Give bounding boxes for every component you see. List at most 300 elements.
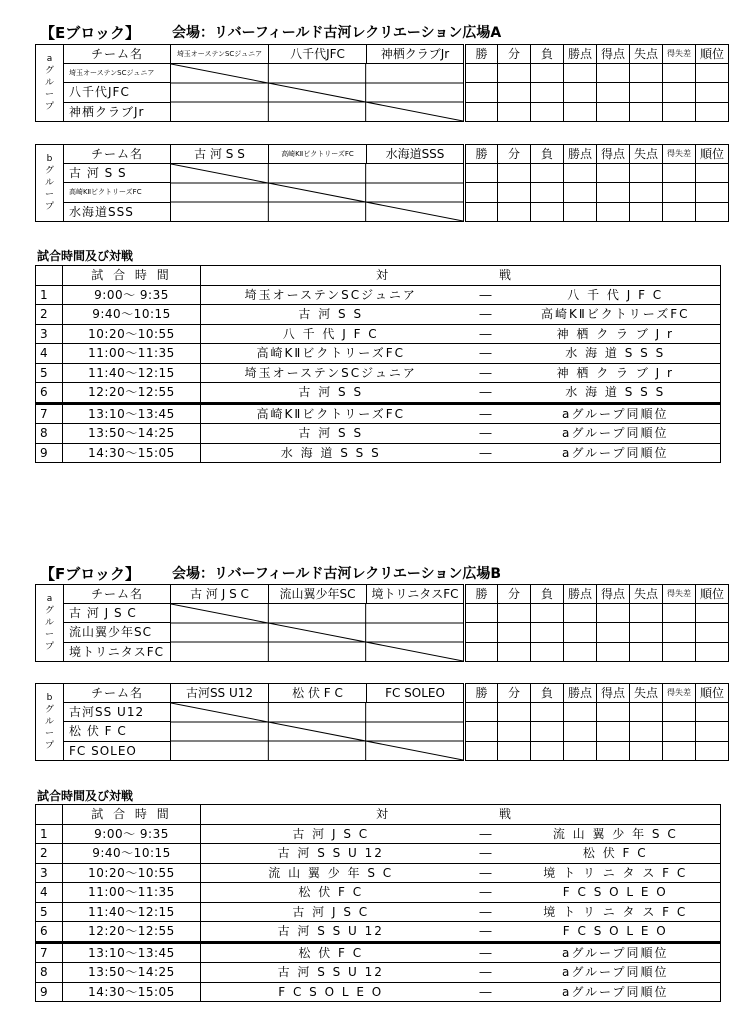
- vs-dash: ―: [461, 285, 511, 305]
- stat-cell: [564, 623, 597, 642]
- stat-cell: [630, 642, 663, 661]
- stat-header: 失点: [630, 45, 663, 64]
- stat-cell: [663, 102, 696, 121]
- home-team: 古 河 S S U 12: [201, 963, 461, 983]
- stat-cell: [498, 83, 531, 102]
- match-row: [36, 403, 721, 424]
- stat-cell: [630, 703, 663, 722]
- stat-cell: [663, 741, 696, 760]
- away-team: 境 ト リ ニ タ ス F C: [511, 863, 721, 883]
- stat-cell: [597, 741, 630, 760]
- vs-dash: ―: [461, 383, 511, 404]
- stat-cell: [696, 202, 729, 221]
- match-time: 13:10～13:45: [63, 403, 201, 424]
- stat-cell: [696, 642, 729, 661]
- match-row: [36, 942, 721, 963]
- home-team: 埼玉オーステンSCジュニア: [201, 363, 461, 383]
- stat-header: 負: [531, 45, 564, 64]
- stat-cell: [564, 164, 597, 183]
- team-row: [36, 604, 729, 623]
- team-name: FC SOLEO: [64, 741, 171, 760]
- schedule-header-row: [36, 805, 721, 825]
- away-team: 境 ト リ ニ タ ス F C: [511, 902, 721, 922]
- diagonal-line: [171, 64, 463, 121]
- match-row: [36, 824, 721, 844]
- match-number: 4: [36, 344, 63, 364]
- match-time: 10:20～10:55: [63, 324, 201, 344]
- stat-cell: [597, 183, 630, 202]
- opponent-header: 流山翼少年SC: [269, 585, 367, 604]
- vs-dash: ―: [461, 942, 511, 963]
- match-time: 9:40～10:15: [63, 844, 201, 864]
- home-team: 古 河 J S C: [201, 824, 461, 844]
- group-label-char: グ: [44, 66, 54, 76]
- team-name: 埼玉オーステンSCジュニア: [64, 64, 171, 83]
- venue-label: 会場：リバーフィールド古河レクリエーション広場A: [172, 25, 502, 41]
- stat-header: 勝: [465, 45, 498, 64]
- match-row: [36, 902, 721, 922]
- stat-cell: [564, 202, 597, 221]
- home-team: 古 河 S S U 12: [201, 922, 461, 943]
- vs-dash: ―: [461, 844, 511, 864]
- opponent-header: 古河SS U12: [171, 684, 269, 703]
- stat-cell: [597, 604, 630, 623]
- stat-cell: [465, 703, 498, 722]
- group-label-char: b: [46, 154, 53, 164]
- match-time: 11:40～12:15: [63, 363, 201, 383]
- team-name: 八千代JFC: [64, 83, 171, 102]
- stat-header: 順位: [696, 145, 729, 164]
- stat-cell: [564, 642, 597, 661]
- match-number: 6: [36, 922, 63, 943]
- stat-header: 勝: [465, 684, 498, 703]
- stat-header: 得失差: [663, 684, 696, 703]
- stat-cell: [597, 164, 630, 183]
- group-table: [35, 683, 729, 761]
- group-table: [35, 44, 729, 122]
- match-number: 5: [36, 902, 63, 922]
- stat-cell: [696, 83, 729, 102]
- team-row: [36, 164, 729, 183]
- stat-cell: [696, 164, 729, 183]
- stat-cell: [597, 202, 630, 221]
- block-title: 【Fブロック】: [40, 565, 140, 583]
- stat-cell: [465, 604, 498, 623]
- opponent-header: 八千代JFC: [269, 45, 367, 64]
- results-matrix: [171, 703, 465, 761]
- time-header: 試 合 時 間: [63, 266, 201, 286]
- match-number: 1: [36, 824, 63, 844]
- stat-cell: [465, 202, 498, 221]
- group-table: [35, 584, 729, 662]
- group-label-char: プ: [44, 642, 54, 652]
- stat-cell: [663, 164, 696, 183]
- group-label-char: グ: [44, 705, 54, 715]
- stat-cell: [630, 102, 663, 121]
- match-row: [36, 363, 721, 383]
- stat-cell: [498, 183, 531, 202]
- stat-cell: [564, 722, 597, 741]
- no-header: [36, 805, 63, 825]
- stat-cell: [663, 623, 696, 642]
- group-header-row: [36, 585, 729, 604]
- stat-cell: [630, 604, 663, 623]
- away-team: 流 山 翼 少 年 S C: [511, 824, 721, 844]
- match-row: [36, 844, 721, 864]
- venue-label: 会場：リバーフィールド古河レクリエーション広場B: [172, 566, 502, 582]
- stat-header: 順位: [696, 684, 729, 703]
- match-row: [36, 443, 721, 463]
- group-label-char: ー: [44, 90, 54, 100]
- team-row: [36, 703, 729, 722]
- match-number: 9: [36, 443, 63, 463]
- away-team: aグループ同順位: [511, 942, 721, 963]
- stat-cell: [663, 83, 696, 102]
- stat-cell: [531, 623, 564, 642]
- match-row: [36, 305, 721, 325]
- away-team: F C S O L E O: [511, 922, 721, 943]
- stat-header: 順位: [696, 45, 729, 64]
- vs-dash: ―: [461, 824, 511, 844]
- stat-cell: [696, 183, 729, 202]
- group-label-char: ー: [44, 729, 54, 739]
- match-time: 11:00～11:35: [63, 883, 201, 903]
- stat-header: 負: [531, 684, 564, 703]
- stat-cell: [531, 642, 564, 661]
- stat-cell: [564, 83, 597, 102]
- away-team: 松 伏 F C: [511, 844, 721, 864]
- match-number: 8: [36, 963, 63, 983]
- stat-cell: [663, 202, 696, 221]
- match-row: [36, 922, 721, 943]
- match-number: 6: [36, 383, 63, 404]
- away-team: aグループ同順位: [511, 963, 721, 983]
- stat-header: 勝: [465, 585, 498, 604]
- home-team: 松 伏 F C: [201, 883, 461, 903]
- team-name: 古河SS U12: [64, 703, 171, 722]
- stat-cell: [531, 722, 564, 741]
- home-team: 古 河 S S: [201, 383, 461, 404]
- group-label-char: ー: [44, 190, 54, 200]
- stat-header: 失点: [630, 585, 663, 604]
- stat-cell: [696, 623, 729, 642]
- schedule-title: 試合時間及び対戦: [37, 249, 134, 263]
- stat-cell: [663, 604, 696, 623]
- stat-cell: [630, 623, 663, 642]
- stat-cell: [564, 102, 597, 121]
- stat-header: 分: [498, 684, 531, 703]
- match-row: [36, 424, 721, 444]
- stat-cell: [597, 623, 630, 642]
- stat-cell: [498, 642, 531, 661]
- stat-cell: [564, 604, 597, 623]
- match-number: 9: [36, 982, 63, 1002]
- stat-cell: [498, 703, 531, 722]
- home-team: 埼玉オーステンSCジュニア: [201, 285, 461, 305]
- stat-header: 勝点: [564, 585, 597, 604]
- match-row: [36, 982, 721, 1002]
- stat-cell: [531, 83, 564, 102]
- group-label-char: ル: [44, 618, 54, 628]
- home-team: 流 山 翼 少 年 S C: [201, 863, 461, 883]
- team-name: 神栖クラブJr: [64, 102, 171, 121]
- stat-cell: [696, 722, 729, 741]
- vs-dash: ―: [461, 424, 511, 444]
- home-team: 古 河 S S: [201, 305, 461, 325]
- vs-dash: ―: [461, 363, 511, 383]
- results-matrix: [171, 604, 465, 662]
- stat-cell: [597, 64, 630, 83]
- match-row: [36, 285, 721, 305]
- group-label-char: ル: [44, 717, 54, 727]
- group-label: [36, 684, 64, 761]
- stat-cell: [564, 703, 597, 722]
- match-row: [36, 863, 721, 883]
- stat-cell: [630, 83, 663, 102]
- stat-cell: [696, 703, 729, 722]
- home-team: 高崎KⅡビクトリーズFC: [201, 403, 461, 424]
- vs-dash: ―: [461, 922, 511, 943]
- match-time: 13:10～13:45: [63, 942, 201, 963]
- stat-cell: [498, 164, 531, 183]
- stat-header: 勝点: [564, 45, 597, 64]
- group-label-char: プ: [44, 102, 54, 112]
- stat-cell: [663, 64, 696, 83]
- matchup-header: [201, 266, 721, 286]
- match-number: 8: [36, 424, 63, 444]
- group-label-char: b: [46, 693, 53, 703]
- stat-cell: [531, 102, 564, 121]
- stat-cell: [531, 741, 564, 760]
- home-team: 水 海 道 S S S: [201, 443, 461, 463]
- group-label-char: ー: [44, 630, 54, 640]
- stat-cell: [597, 703, 630, 722]
- away-team: 八 千 代 J F C: [511, 285, 721, 305]
- stat-cell: [663, 183, 696, 202]
- stat-cell: [531, 183, 564, 202]
- group-header-row: [36, 684, 729, 703]
- away-team: F C S O L E O: [511, 883, 721, 903]
- stat-cell: [498, 64, 531, 83]
- stat-cell: [630, 64, 663, 83]
- stat-cell: [465, 102, 498, 121]
- stat-cell: [498, 202, 531, 221]
- group-label-char: グ: [44, 606, 54, 616]
- away-team: 神 栖 ク ラ ブ J r: [511, 363, 721, 383]
- schedule-header-row: [36, 266, 721, 286]
- group-label: [36, 45, 64, 122]
- block-title: 【Eブロック】: [40, 24, 140, 42]
- opponent-header: 古 河 S S: [171, 145, 269, 164]
- stat-cell: [531, 64, 564, 83]
- stat-header: 分: [498, 585, 531, 604]
- stat-cell: [564, 64, 597, 83]
- group-label-char: a: [46, 54, 53, 64]
- stat-cell: [498, 102, 531, 121]
- team-name-header: チーム名: [64, 45, 171, 64]
- vs-dash: ―: [461, 344, 511, 364]
- away-team: 神 栖 ク ラ ブ J r: [511, 324, 721, 344]
- stat-cell: [630, 202, 663, 221]
- stat-cell: [465, 64, 498, 83]
- stat-cell: [630, 164, 663, 183]
- stat-cell: [465, 642, 498, 661]
- opponent-header: 神栖クラブJr: [367, 45, 465, 64]
- vs-dash: ―: [461, 902, 511, 922]
- stat-cell: [597, 83, 630, 102]
- matchup-header: [201, 805, 721, 825]
- match-time: 9:00～ 9:35: [63, 824, 201, 844]
- stat-header: 負: [531, 145, 564, 164]
- vs-dash: ―: [461, 324, 511, 344]
- opponent-header: 古 河 J S C: [171, 585, 269, 604]
- vs-dash: ―: [461, 305, 511, 325]
- stat-cell: [597, 642, 630, 661]
- sen-label: 戦: [499, 807, 512, 821]
- diagonal-line: [171, 703, 463, 760]
- match-time: 9:00～ 9:35: [63, 285, 201, 305]
- no-header: [36, 266, 63, 286]
- match-time: 12:20～12:55: [63, 922, 201, 943]
- team-name: 高崎KⅡビクトリーズFC: [64, 183, 171, 202]
- stat-header: 得失差: [663, 585, 696, 604]
- stat-header: 得点: [597, 684, 630, 703]
- team-name: 流山翼少年SC: [64, 623, 171, 642]
- schedule-table: [35, 265, 721, 463]
- group-label-char: プ: [44, 741, 54, 751]
- stat-header: 負: [531, 585, 564, 604]
- stat-cell: [630, 741, 663, 760]
- away-team: 水 海 道 S S S: [511, 344, 721, 364]
- opponent-header: 松 伏 F C: [269, 684, 367, 703]
- match-time: 13:50～14:25: [63, 963, 201, 983]
- stat-header: 得点: [597, 145, 630, 164]
- group-label-char: プ: [44, 202, 54, 212]
- stat-cell: [498, 722, 531, 741]
- stat-cell: [465, 741, 498, 760]
- team-row: [36, 64, 729, 83]
- vs-dash: ―: [461, 963, 511, 983]
- match-number: 3: [36, 863, 63, 883]
- stat-cell: [630, 183, 663, 202]
- stat-header: 分: [498, 145, 531, 164]
- opponent-header: 水海道SSS: [367, 145, 465, 164]
- group-label-char: ル: [44, 78, 54, 88]
- team-name: 水海道SSS: [64, 202, 171, 221]
- vs-dash: ―: [461, 443, 511, 463]
- stat-header: 得点: [597, 585, 630, 604]
- stat-cell: [564, 183, 597, 202]
- match-row: [36, 963, 721, 983]
- team-name-header: チーム名: [64, 145, 171, 164]
- stat-header: 順位: [696, 585, 729, 604]
- time-header: 試 合 時 間: [63, 805, 201, 825]
- stat-cell: [597, 102, 630, 121]
- match-row: [36, 883, 721, 903]
- stat-cell: [498, 623, 531, 642]
- stat-header: 勝: [465, 145, 498, 164]
- stat-header: 得点: [597, 45, 630, 64]
- vs-dash: ―: [461, 982, 511, 1002]
- stat-header: 得失差: [663, 145, 696, 164]
- home-team: 古 河 S S: [201, 424, 461, 444]
- stat-header: 分: [498, 45, 531, 64]
- results-matrix: [171, 164, 465, 222]
- diagonal-line: [171, 164, 463, 221]
- team-name-header: チーム名: [64, 684, 171, 703]
- group-label: [36, 145, 64, 222]
- stat-header: 得失差: [663, 45, 696, 64]
- match-number: 1: [36, 285, 63, 305]
- group-label-char: ル: [44, 178, 54, 188]
- stat-cell: [696, 64, 729, 83]
- stat-header: 勝点: [564, 684, 597, 703]
- match-number: 5: [36, 363, 63, 383]
- vs-dash: ―: [461, 883, 511, 903]
- stat-cell: [498, 604, 531, 623]
- home-team: F C S O L E O: [201, 982, 461, 1002]
- team-name: 松 伏 F C: [64, 722, 171, 741]
- away-team: aグループ同順位: [511, 424, 721, 444]
- vs-dash: ―: [461, 863, 511, 883]
- stat-cell: [663, 722, 696, 741]
- vs-dash: ―: [461, 403, 511, 424]
- stat-cell: [465, 623, 498, 642]
- stat-cell: [498, 741, 531, 760]
- match-number: 7: [36, 942, 63, 963]
- schedule-title: 試合時間及び対戦: [37, 789, 134, 803]
- stat-cell: [465, 83, 498, 102]
- stat-header: 勝点: [564, 145, 597, 164]
- team-name: 古 河 S S: [64, 164, 171, 183]
- team-name-header: チーム名: [64, 585, 171, 604]
- group-header-row: [36, 45, 729, 64]
- stat-cell: [663, 703, 696, 722]
- match-time: 11:40～12:15: [63, 902, 201, 922]
- match-time: 13:50～14:25: [63, 424, 201, 444]
- match-time: 11:00～11:35: [63, 344, 201, 364]
- team-name: 古 河 J S C: [64, 604, 171, 623]
- match-number: 3: [36, 324, 63, 344]
- home-team: 古 河 J S C: [201, 902, 461, 922]
- stat-header: 失点: [630, 684, 663, 703]
- opponent-header: 境トリニタスFC: [367, 585, 465, 604]
- match-time: 14:30～15:05: [63, 443, 201, 463]
- stat-cell: [465, 183, 498, 202]
- stat-cell: [696, 102, 729, 121]
- stat-cell: [696, 741, 729, 760]
- vs-label: 対: [376, 268, 389, 282]
- team-name: 境トリニタスFC: [64, 642, 171, 661]
- stat-cell: [663, 642, 696, 661]
- match-number: 4: [36, 883, 63, 903]
- match-time: 9:40～10:15: [63, 305, 201, 325]
- match-row: [36, 344, 721, 364]
- group-label-char: a: [46, 594, 53, 604]
- match-time: 10:20～10:55: [63, 863, 201, 883]
- stat-cell: [531, 604, 564, 623]
- stat-cell: [696, 604, 729, 623]
- away-team: 高崎KⅡビクトリーズFC: [511, 305, 721, 325]
- match-row: [36, 383, 721, 404]
- away-team: aグループ同順位: [511, 403, 721, 424]
- diagonal-line: [171, 604, 463, 661]
- stat-header: 失点: [630, 145, 663, 164]
- away-team: aグループ同順位: [511, 982, 721, 1002]
- sen-label: 戦: [499, 268, 512, 282]
- schedule-table: [35, 804, 721, 1002]
- home-team: 古 河 S S U 12: [201, 844, 461, 864]
